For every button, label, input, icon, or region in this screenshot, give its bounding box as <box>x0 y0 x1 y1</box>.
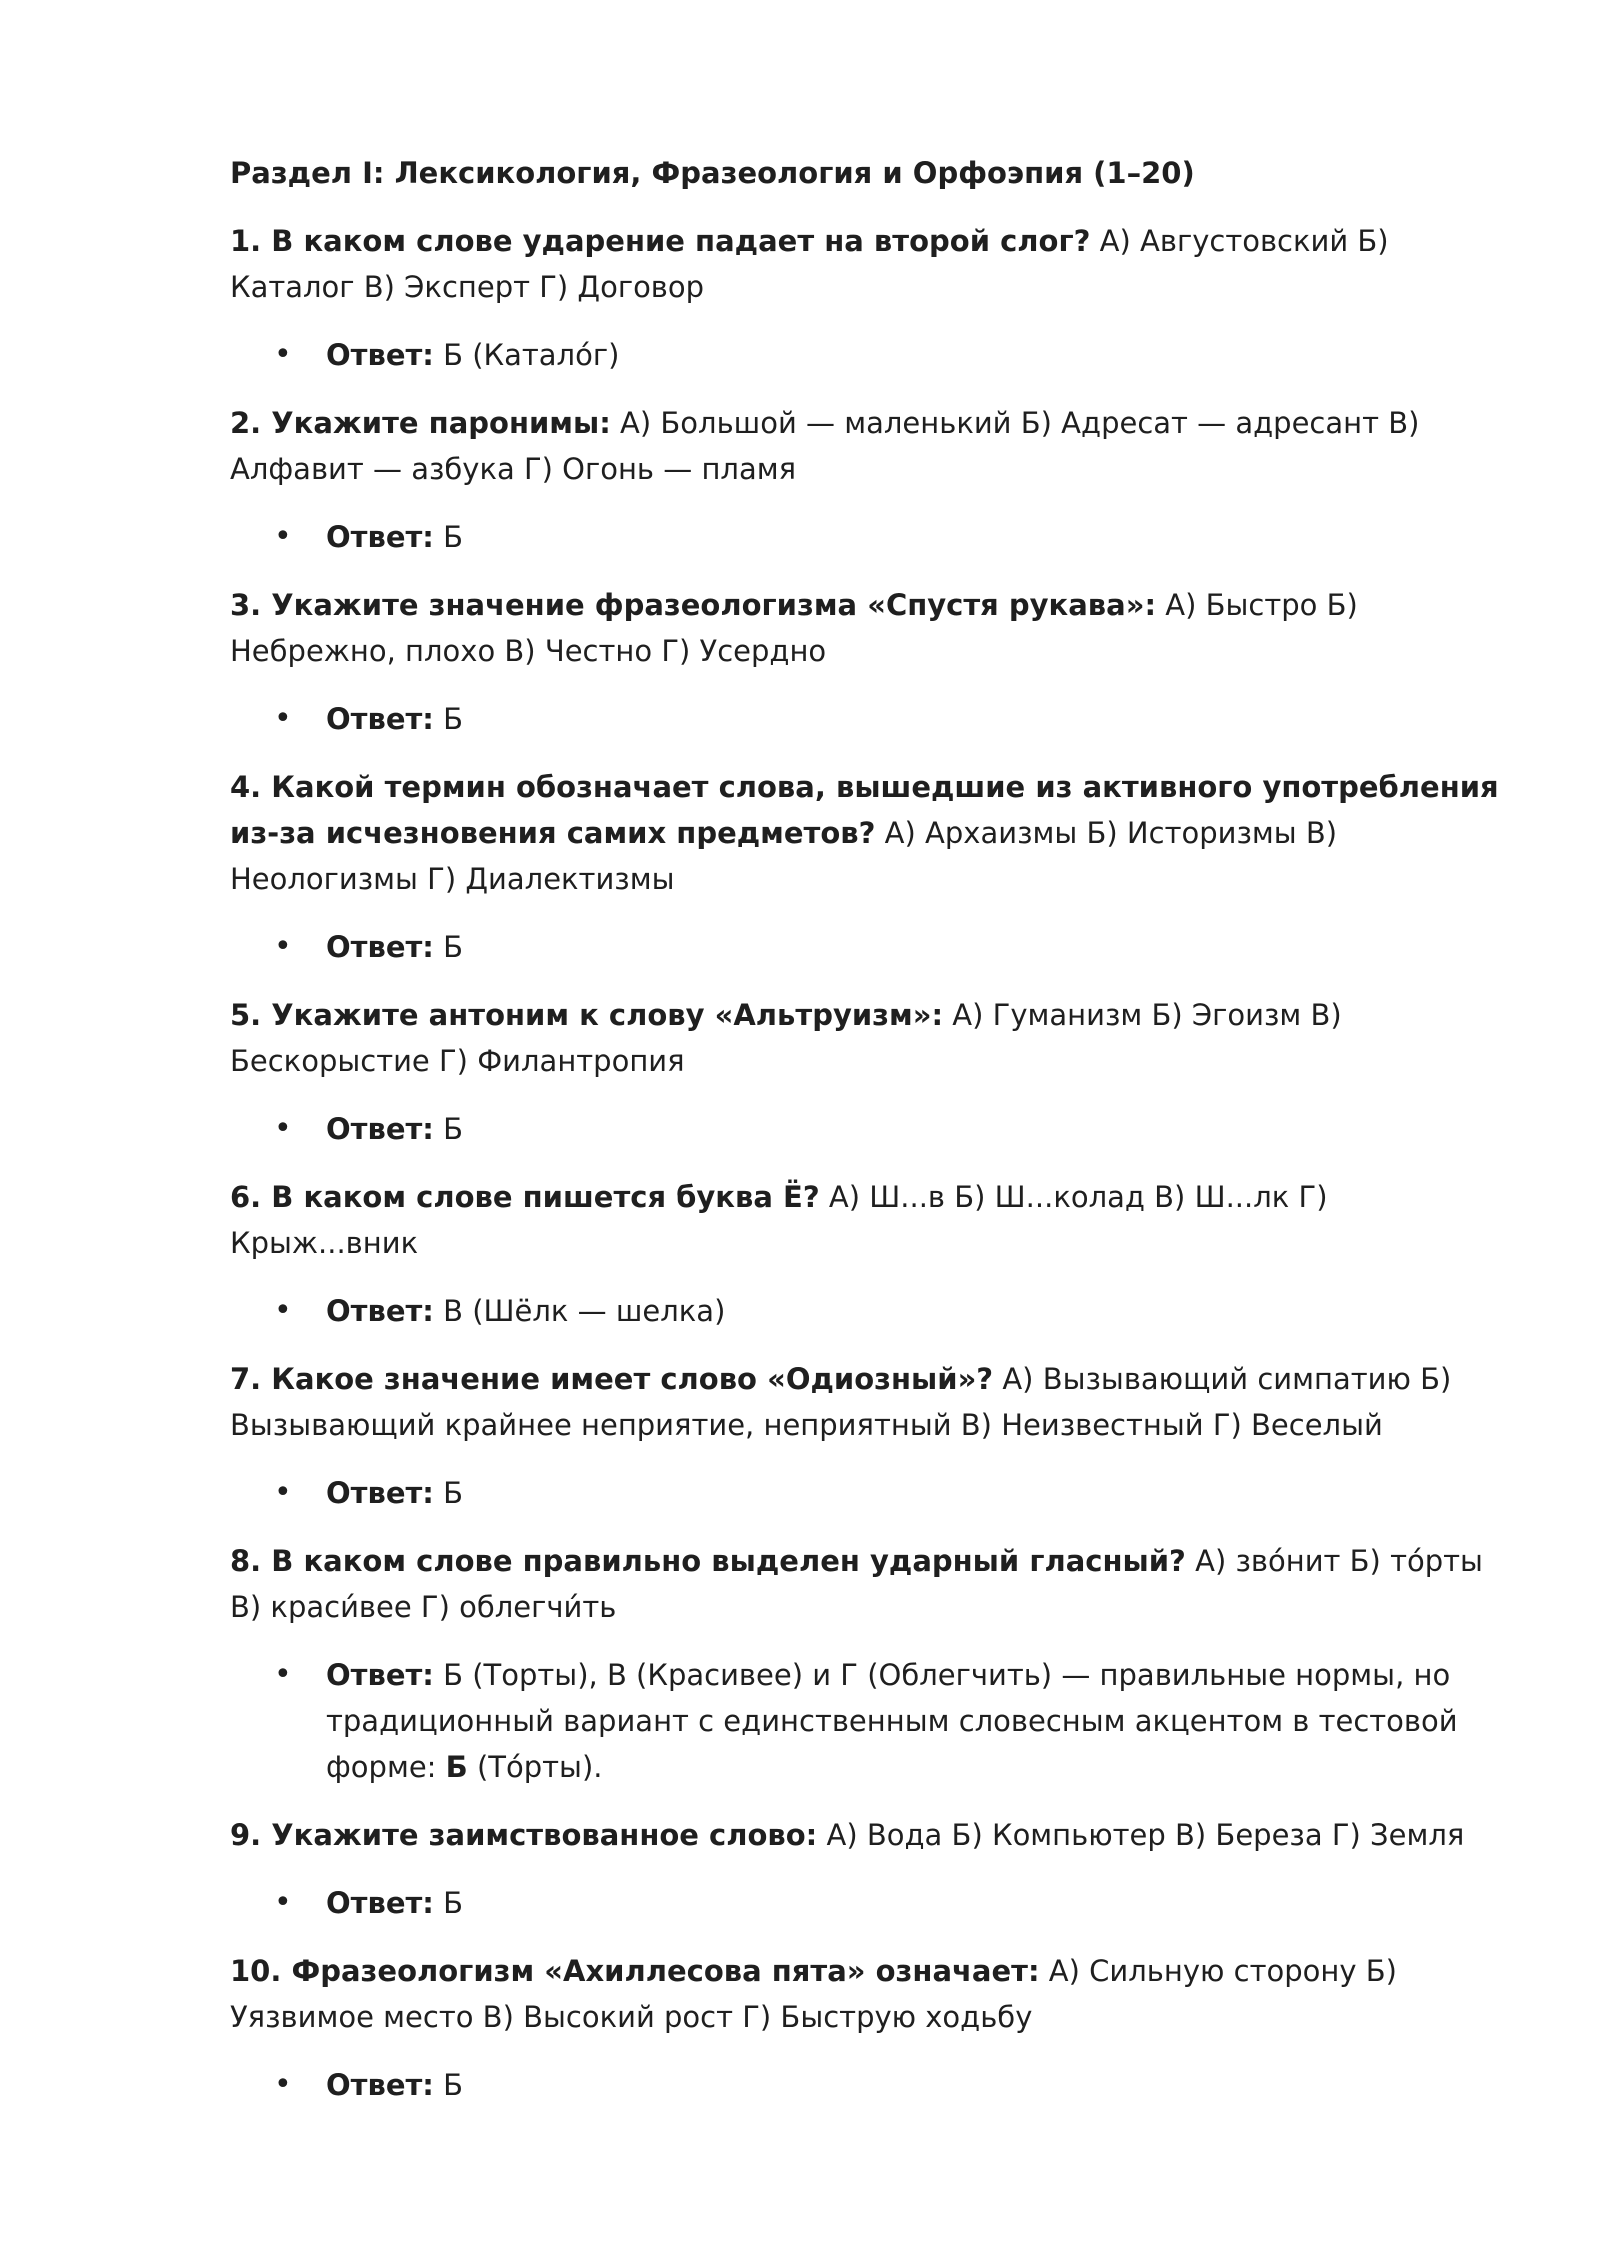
question-text: 2. Укажите паронимы: <box>230 406 611 440</box>
answer-list-9 <box>230 1880 1500 1926</box>
answer-item <box>230 1288 1500 1334</box>
question-options: А) Большой — маленький Б) Адресат — адресант В) Алфавит — азбука Г) Огонь — пламя <box>230 406 1420 486</box>
answer-tail: (То́рты). <box>467 1750 603 1784</box>
answer-list-4 <box>230 924 1500 970</box>
question-text: 6. В каком слове пишется буква Ё? <box>230 1180 820 1214</box>
question-6 <box>230 1174 1500 1266</box>
answer-label: Ответ: <box>326 930 434 964</box>
question-5 <box>230 992 1500 1084</box>
answer-label: Ответ: <box>326 338 434 372</box>
question-options: А) Вызывающий симпатию Б) Вызывающий крайнее неприятие, неприятный В) Неизвестный Г) Веселый <box>230 1362 1452 1442</box>
answer-list-2 <box>230 514 1500 560</box>
question-text: 8. В каком слове правильно выделен ударный гласный? <box>230 1544 1186 1578</box>
question-8 <box>230 1538 1500 1630</box>
answer-value: Б <box>433 2068 464 2102</box>
question-options: А) Гуманизм Б) Эгоизм В) Бескорыстие Г) Филантропия <box>230 998 1342 1078</box>
answer-label: Ответ: <box>326 1886 434 1920</box>
answer-item <box>230 924 1500 970</box>
answer-value: В (Шёлк — шелка) <box>433 1294 726 1328</box>
answer-label: Ответ: <box>326 520 434 554</box>
question-text: 9. Укажите заимствованное слово: <box>230 1818 818 1852</box>
answer-list-6 <box>230 1288 1500 1334</box>
section-title: Раздел I: Лексикология, Фразеология и Орфоэпия (1–20) <box>230 156 1195 190</box>
question-options: А) Августовский Б) Каталог В) Эксперт Г) Договор <box>230 224 1389 304</box>
answer-label: Ответ: <box>326 702 434 736</box>
answer-list-3 <box>230 696 1500 742</box>
answer-item <box>230 1470 1500 1516</box>
answer-value: Б <box>433 520 464 554</box>
question-1 <box>230 218 1500 310</box>
answer-value: Б <box>433 1886 464 1920</box>
answer-label: Ответ: <box>326 1112 434 1146</box>
answer-item <box>230 1880 1500 1926</box>
question-3 <box>230 582 1500 674</box>
answer-list-10 <box>230 2062 1500 2108</box>
question-options: А) Ш...в Б) Ш...колад В) Ш...лк Г) Крыж...вник <box>230 1180 1328 1260</box>
answer-list-5 <box>230 1106 1500 1152</box>
question-7 <box>230 1356 1500 1448</box>
answer-list-8 <box>230 1652 1500 1790</box>
question-text: 7. Какое значение имеет слово «Одиозный»? <box>230 1362 994 1396</box>
answer-label: Ответ: <box>326 1658 434 1692</box>
answer-item <box>230 696 1500 742</box>
answer-label: Ответ: <box>326 1476 434 1510</box>
question-text: 3. Укажите значение фразеологизма «Спустя рукава»: <box>230 588 1157 622</box>
answer-emphasis: Б <box>445 1750 468 1784</box>
question-text: 4. Какой термин обозначает слова, вышедшие из активного употребления из-за исчезновения самих предметов? <box>230 770 1499 850</box>
answer-item <box>230 2062 1500 2108</box>
question-options: А) Архаизмы Б) Историзмы В) Неологизмы Г) Диалектизмы <box>230 816 1338 896</box>
answer-value: Б <box>433 1112 464 1146</box>
answer-item <box>230 332 1500 378</box>
answer-value: Б <box>433 930 464 964</box>
answer-value: Б (Катало́г) <box>433 338 620 372</box>
question-text: 5. Укажите антоним к слову «Альтруизм»: <box>230 998 944 1032</box>
answer-value: Б <box>433 1476 464 1510</box>
answer-list-7 <box>230 1470 1500 1516</box>
answer-value: Б <box>433 702 464 736</box>
answer-list-1 <box>230 332 1500 378</box>
question-options: А) Быстро Б) Небрежно, плохо В) Честно Г) Усердно <box>230 588 1358 668</box>
document-page <box>230 150 1500 2130</box>
question-text: 1. В каком слове ударение падает на второй слог? <box>230 224 1091 258</box>
question-options: А) Сильную сторону Б) Уязвимое место В) Высокий рост Г) Быструю ходьбу <box>230 1954 1397 2034</box>
question-9 <box>230 1812 1500 1858</box>
question-text: 10. Фразеологизм «Ахиллесова пята» означает: <box>230 1954 1040 1988</box>
answer-item <box>230 1106 1500 1152</box>
answer-item <box>230 514 1500 560</box>
question-4 <box>230 764 1500 902</box>
answer-item <box>230 1652 1500 1790</box>
question-options: А) зво́нит Б) то́рты В) краси́вее Г) облегчи́ть <box>230 1544 1483 1624</box>
question-2 <box>230 400 1500 492</box>
answer-value: Б (Торты), В (Красивее) и Г (Облегчить) — правильные нормы, но традиционный вариант с единственным словесным акцентом в тестовой форме: <box>326 1658 1458 1784</box>
question-10 <box>230 1948 1500 2040</box>
answer-label: Ответ: <box>326 2068 434 2102</box>
question-options: А) Вода Б) Компьютер В) Береза Г) Земля <box>817 1818 1465 1852</box>
answer-label: Ответ: <box>326 1294 434 1328</box>
